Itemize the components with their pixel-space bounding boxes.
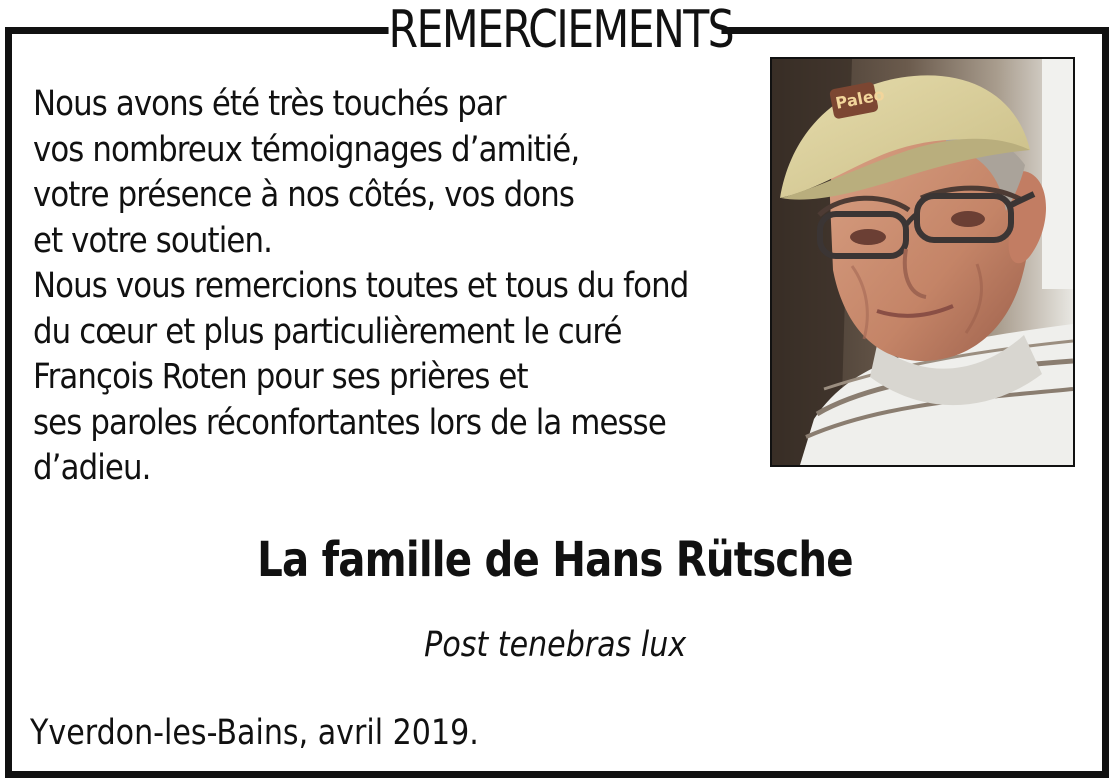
svg-text:Paleo: Paleo	[833, 84, 887, 113]
thank-you-message	[33, 82, 689, 492]
message-line: d’adieu.	[33, 448, 151, 488]
message-line: et votre soutien.	[33, 220, 273, 261]
message-line: Nous vous remercions toutes et tous du fond	[33, 266, 689, 306]
portrait-photo	[770, 57, 1075, 467]
portrait-illustration	[772, 59, 1073, 465]
family-signature: La famille de Hans Rütsche	[257, 532, 853, 588]
motto-text	[77, 623, 1032, 668]
message-line: vos nombreux témoignages d’amitié,	[33, 129, 580, 170]
motto-label: Post tenebras lux	[424, 625, 687, 665]
message-line: François Roten pour ses prières et	[33, 357, 528, 397]
message-line: votre présence à nos côtés, vos dons	[33, 175, 575, 215]
message-line: ses paroles réconfortantes lors de la messe	[33, 402, 666, 443]
message-line: du cœur et plus particulièrement le curé	[33, 311, 622, 352]
place-and-date: Yverdon-les-Bains, avril 2019.	[30, 713, 479, 753]
message-line: Nous avons été très touchés par	[33, 84, 506, 124]
notice-heading: REMERCIEMENTS	[388, 0, 734, 60]
